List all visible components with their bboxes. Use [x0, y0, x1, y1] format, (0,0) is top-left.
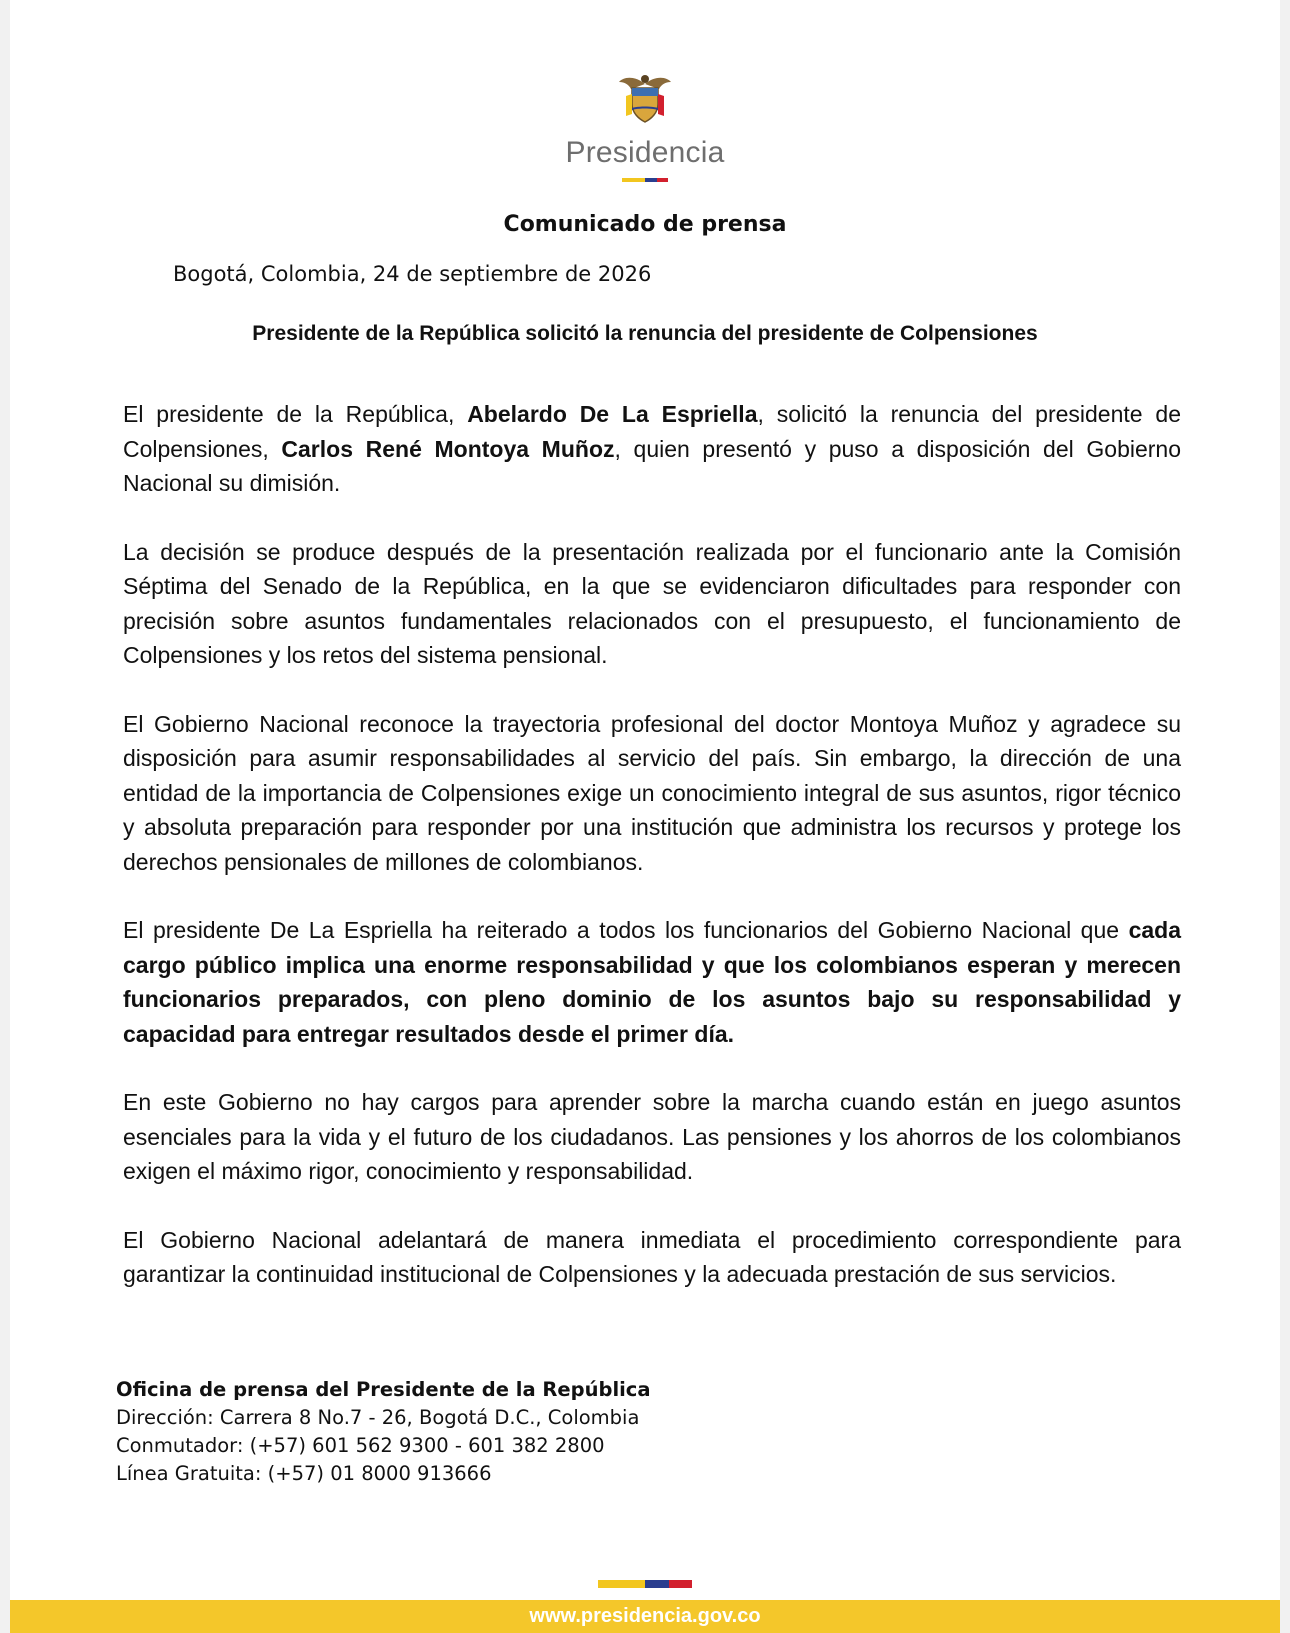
- press-release-body: [123, 397, 1181, 1326]
- president-name: Abelardo De La Espriella: [467, 401, 758, 427]
- paragraph-1: El presidente de la República, Abelardo De La Espriella, solicitó la renuncia del presidente de Colpensiones, Carlos René Montoya Muñoz, quien presentó y puso a disposición del Gobierno Nacional su dimisión.: [123, 401, 1182, 496]
- paragraph-5: En este Gobierno no hay cargos para aprender sobre la marcha cuando están en juego asuntos esenciales para la vida y el futuro de los ciudadanos. Las pensiones y los ahorros de los colombianos exigen el máximo rigor, conocimiento y responsabilidad.: [123, 1089, 1181, 1184]
- official-name: Carlos René Montoya Muñoz: [281, 435, 615, 462]
- footer-flag-stripe: [598, 1580, 692, 1588]
- headline: Presidente de la República solicitó la renuncia del presidente de Colpensiones: [252, 322, 1038, 345]
- office-name: Oficina de prensa del Presidente de la República: [116, 1378, 651, 1401]
- paragraph-2: La decisión se produce después de la presentación realizada por el funcionario ante la Comisión Séptima del Senado de la República, en la que se evidenciaron dificultades para responder con precisión sobre asuntos fundamentales relacionados con el presupuesto, el funcionamiento de Colpensiones y los retos del sistema pensional.: [123, 538, 1181, 668]
- contact-block: [116, 1376, 651, 1488]
- address: Dirección: Carrera 8 No.7 - 26, Bogotá D.C., Colombia: [116, 1406, 640, 1429]
- paragraph-4: El presidente De La Espriella ha reiterado a todos los funcionarios del Gobierno Nacional que cada cargo público implica una enorme responsabilidad y que los colombianos esperan y merecen funcionarios preparados, con pleno dominio de los asuntos bajo su responsabilidad y capacidad para entregar resultados desde el primer día.: [123, 917, 1181, 1047]
- presidencia-logo: [0, 70, 1290, 182]
- coat-of-arms-icon: [616, 70, 674, 128]
- document-title: Comunicado de prensa: [503, 212, 787, 237]
- website-link[interactable]: www.presidencia.gov.co: [529, 1605, 761, 1627]
- tollfree-phone: Línea Gratuita: (+57) 01 8000 913666: [116, 1462, 492, 1485]
- paragraph-6: El Gobierno Nacional adelantará de manera inmediata el procedimiento correspondiente para garantizar la continuidad institucional de Colpensiones y la adecuada prestación de sus servicios.: [123, 1226, 1181, 1287]
- paragraph-3: El Gobierno Nacional reconoce la trayectoria profesional del doctor Montoya Muñoz y agradece su disposición para asumir responsabilidades al servicio del país. Sin embargo, la dirección de una entidad de la importancia de Colpensiones exige un conocimiento integral de sus asuntos, rigor técnico y absoluta preparación para responder por una institución que administra los recursos y protege los derechos pensionales de millones de colombianos.: [123, 710, 1181, 875]
- footer-band: [10, 1600, 1280, 1633]
- switchboard-phone: Conmutador: (+57) 601 562 9300 - 601 382 2800: [116, 1434, 605, 1457]
- flag-stripe: [622, 178, 668, 182]
- brand-name: Presidencia: [565, 136, 725, 169]
- emphasis-text: cada cargo público implica una enorme responsabilidad y que los colombianos esperan y merecen funcionarios preparados, con pleno dominio de los asuntos bajo su responsabilidad y capacidad para entregar resultados desde el primer día.: [123, 917, 1181, 1047]
- dateline: Bogotá, Colombia, 24 de septiembre de 2026: [173, 262, 652, 286]
